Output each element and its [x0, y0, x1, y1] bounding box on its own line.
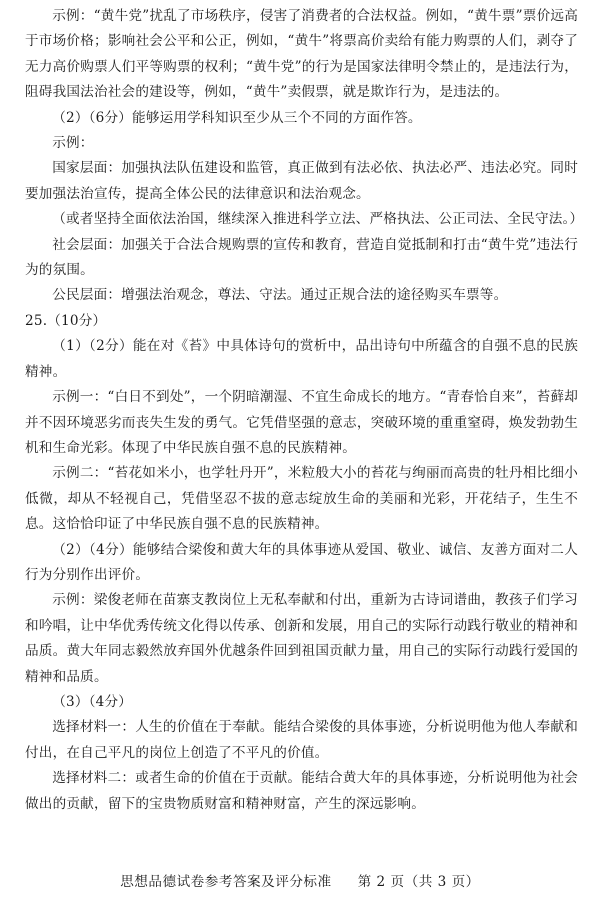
paragraph-social-level: 社会层面：加强关于合法合规购票的宣传和教育，营造自觉抵制和打击“黄牛党”违法行为的氛围。: [25, 236, 578, 279]
paragraph-scalper-example: 示例：“黄牛党”扰乱了市场秩序，侵害了消费者的合法权益。例如，“黄牛票”票价远高于市场价格；影响社会公平和公正，例如，“黄牛”将票高价卖给有能力购票的人们，剥夺了无力高价购票人们平等购票的权利；“黄牛党”的行为是国家法律明令禁止的，是违法行为，阻碍我国法治社会的建设等，例如，“黄牛”卖假票，就是欺诈行为，是违法的。: [25, 8, 578, 101]
paragraph-example-two: 示例二：“苔花如米小，也学牡丹开”，米粒般大小的苔花与绚丽而高贵的牡丹相比细小低微，却从不轻视自己，凭借坚忍不拔的意志绽放生命的美丽和光彩，开花结子，生生不息。这恰恰印证了中华民族自强不息的民族精神。: [25, 465, 578, 533]
footer-page-number: 第 2 页（共 3 页）: [357, 874, 480, 890]
paragraph-q24-2-criteria: （2）（6分）能够运用学科知识至少从三个不同的方面作答。: [52, 109, 422, 126]
footer-title: 思想品德试卷参考答案及评分标准: [120, 874, 332, 890]
paragraph-citizen-level: 公民层面：增强法治观念，尊法、守法。通过正规合法的途径购买车票等。: [52, 287, 508, 304]
paragraph-q25-2-example: 示例：梁俊老师在苗寨支教岗位上无私奉献和付出，重新为古诗词谱曲，教孩子们学习和吟唱，让中华优秀传统文化得以传承、创新和发展，用自己的实际行动践行敬业的精神和品质。黄大年同志毅然放弃国外优越条件回到祖国贡献力量，用自己的实际行动践行爱国的精神和品质。: [25, 592, 578, 685]
paragraph-national-alt: （或者坚持全面依法治国，继续深入推进科学立法、严格执法、公正司法、全民守法。）: [52, 211, 584, 228]
paragraph-q25-2-criteria: （2）（4分）能够结合梁俊和黄大年的具体事迹从爱国、敬业、诚信、友善方面对二人行为分别作出评价。: [25, 541, 578, 583]
paragraph-q25-3-heading: （3）（4分）: [52, 693, 133, 710]
paragraph-material-two: 选择材料二：或者生命的价值在于贡献。能结合黄大年的具体事迹，分析说明他为社会做出的贡献，留下的宝贵物质财富和精神财富，产生的深远影响。: [25, 770, 578, 812]
paragraph-national-level: 国家层面：加强执法队伍建设和监管，真正做到有法必依、执法必严、违法必究。同时要加强法治宣传，提高全体公民的法律意识和法治观念。: [25, 160, 578, 202]
paragraph-example-one: 示例一：“白日不到处”，一个阴暗潮湿、不宜生命成长的地方。“青春恰自来”，苔藓却并不因环境恶劣而丧失生发的勇气。它凭借坚强的意志，突破环境的重重窒碍，焕发勃勃生机和生命光彩。体现了中华民族自强不息的民族精神。: [25, 389, 578, 456]
page-footer: [0, 872, 600, 892]
question-25-heading: 25.（10分）: [25, 312, 107, 329]
paragraph-example-label: 示例：: [52, 135, 94, 152]
paragraph-q25-1-criteria: （1）（2分）能在对《苔》中具体诗句的赏析中，品出诗句中所蕴含的自强不息的民族精神。: [25, 338, 578, 380]
paragraph-material-one: 选择材料一：人生的价值在于奉献。能结合梁俊的具体事迹，分析说明他为他人奉献和付出，在自己平凡的岗位上创造了不平凡的价值。: [25, 719, 578, 761]
